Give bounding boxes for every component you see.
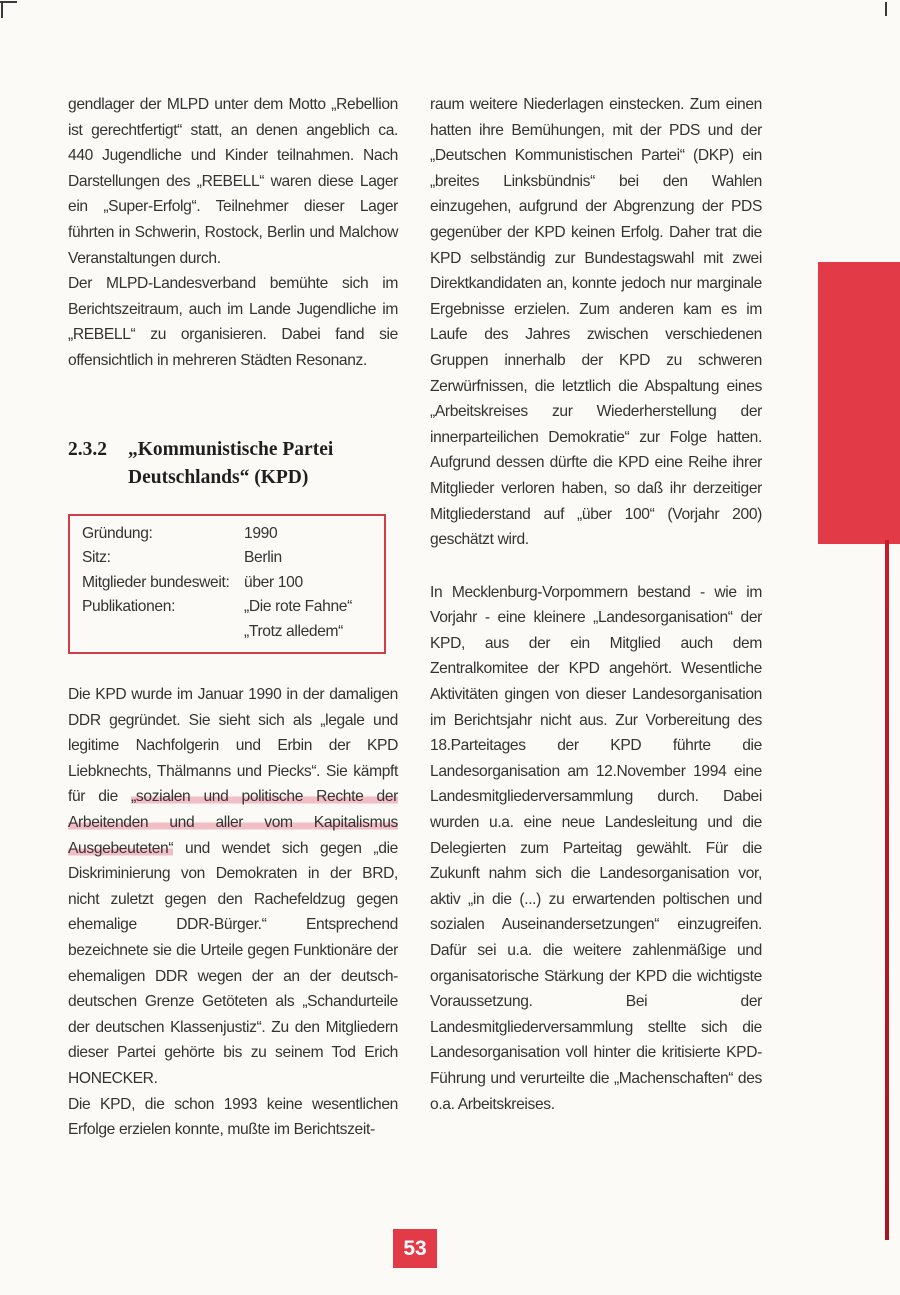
- para3-start: Die KPD wurde im Januar 1990 in der damaligen DDR gegründet. Sie sieht sich als „legale und legitime Nachfolgerin und Erbin der KPD Liebknechts, Thälmanns und Piecks“. Sie kämpft für die: [68, 686, 398, 806]
- section-number: 2.3.2: [68, 438, 107, 460]
- members-label: Mitglieder bundesweit:: [82, 573, 230, 591]
- crop-mark-top-right-v: [885, 2, 887, 16]
- para3-end: und wendet sich gegen „die Diskriminierung von Demokraten in der BRD, nicht zuletzt gegen den Rachefeldzug gegen ehemalige DDR-Bürger.“ Entsprechend bezeichnete sie die Urteile gegen Funktionäre der ehemaligen DDR wegen der an der deutsch-deutschen Grenze Getöteten als „Schandurteile der deutschen Klassenjustiz“. Zu den Mitgliedern dieser Partei gehörte bis zu seinem Tod Erich HONECKER.: [68, 839, 398, 1087]
- left-paragraph-2: Der MLPD-Landesverband bemühte sich im Berichtszeitraum, auch im Lande Jugendliche im „REBELL“ zu organisieren. Dabei fand sie offensichtlich in mehreren Städten Resonanz.: [68, 275, 398, 369]
- factbox-row-publications-2: [82, 620, 384, 645]
- party-factbox: [68, 514, 386, 655]
- left-paragraph-4: Die KPD, die schon 1993 keine wesentlichen Erfolge erzielen konnte, mußte im Berichtszeit-: [68, 1095, 398, 1139]
- seat-label: Sitz:: [82, 549, 111, 567]
- factbox-row-members: [82, 571, 384, 596]
- right-paragraph-1: raum weitere Niederlagen einstecken. Zum einen hatten ihre Bemühungen, mit der PDS und der „Deutschen Kommunistischen Partei“ (DKP) ein „breites Linksbündnis“ bei den Wahlen einzugehen, aufgrund der Abgrenzung der PDS gegenüber der KPD keinen Erfolg. Daher trat die KPD selbständig zur Bundestagswahl mit zwei Direktkandidaten an, konnte jedoch nur marginale Ergebnisse erzielen. Zum anderen kam es im Laufe des Jahres zwischen verschiedenen Gruppen innerhalb der KPD zu schweren Zerwürfnissen, die letztlich die Abspaltung eines „Arbeitskreises zur Wiederherstellung der innerparteilichen Demokratie“ zur Folge hatten. Aufgrund dessen dürfte die KPD eine Reihe ihrer Mitglieder verloren haben, so daß ihr derzeitiger Mitgliederstand auf „über 100“ (Vorjahr 200) geschätzt wird.: [430, 96, 762, 549]
- seat-value: Berlin: [244, 549, 282, 567]
- section-heading: [68, 436, 398, 492]
- members-value: über 100: [244, 573, 303, 591]
- section-title-line2: Deutschlands“ (KPD): [128, 466, 309, 488]
- left-paragraph-1: gendlager der MLPD unter dem Motto „Rebellion ist gerechtfertigt“ statt, an denen angeblich ca. 440 Jugendliche und Kinder teilnahmen. Nach Darstellungen des „REBELL“ waren diese Lager ein „Super-Erfolg“. Teilnehmer dieser Lager führten in Schwerin, Rostock, Berlin und Malchow Veranstaltungen durch.: [68, 96, 398, 267]
- founding-value: 1990: [244, 524, 278, 542]
- publication-2: „Trotz alledem“: [244, 622, 344, 640]
- page-edge-line: [885, 540, 889, 1240]
- page-number: 53: [393, 1229, 437, 1268]
- left-paragraph-3: [68, 682, 398, 1092]
- factbox-row-publications: [82, 595, 384, 620]
- right-paragraph-2: In Mecklenburg-Vorpommern bestand - wie im Vorjahr - eine kleinere „Landesorganisation“ der KPD, aus der ein Mitglied auch dem Zentralkomitee der KPD angehört. Wesentliche Aktivitäten gingen von dieser Landesorganisation im Berichtsjahr nicht aus. Zur Vorbereitung des 18.Parteitages der KPD führte die Landesorganisation am 12.November 1994 eine Landesmitgliederversammlung durch. Dabei wurden u.a. eine neue Landesleitung und die Delegierten zum Parteitag gewählt. Für die Zukunft nahm sich die Landesorganisation vor, aktiv „in die (...) zu erwartenden poltischen und sozialen Auseinandersetzungen“ einzugreifen. Dafür sei u.a. die weitere zahlenmäßige und organisatorische Stärkung der KPD die wichtigste Voraussetzung. Bei der Landesmitgliederversammlung stellte sich die Landesorganisation voll hinter die kritisierte KPD-Führung und verurteilte die „Machenschaften“ des o.a. Arbeitskreises.: [430, 583, 762, 1113]
- factbox-row-seat: [82, 546, 384, 571]
- publications-label: Publikationen:: [82, 598, 176, 616]
- factbox-row-founding: [82, 522, 384, 547]
- section-title-line1: „Kommunistische Partei: [128, 438, 334, 460]
- founding-label: Gründung:: [82, 524, 153, 542]
- right-column: [430, 92, 762, 1117]
- publication-1: „Die rote Fahne“: [244, 598, 352, 616]
- highlighted-quote: „sozialen und politische Rechte der Arbeitenden und aller vom Kapitalismus Ausgebeuteten“: [68, 788, 398, 857]
- left-column: [68, 92, 398, 1143]
- chapter-marker-tab: [818, 262, 900, 544]
- crop-mark-top-left-v: [1, 1, 3, 18]
